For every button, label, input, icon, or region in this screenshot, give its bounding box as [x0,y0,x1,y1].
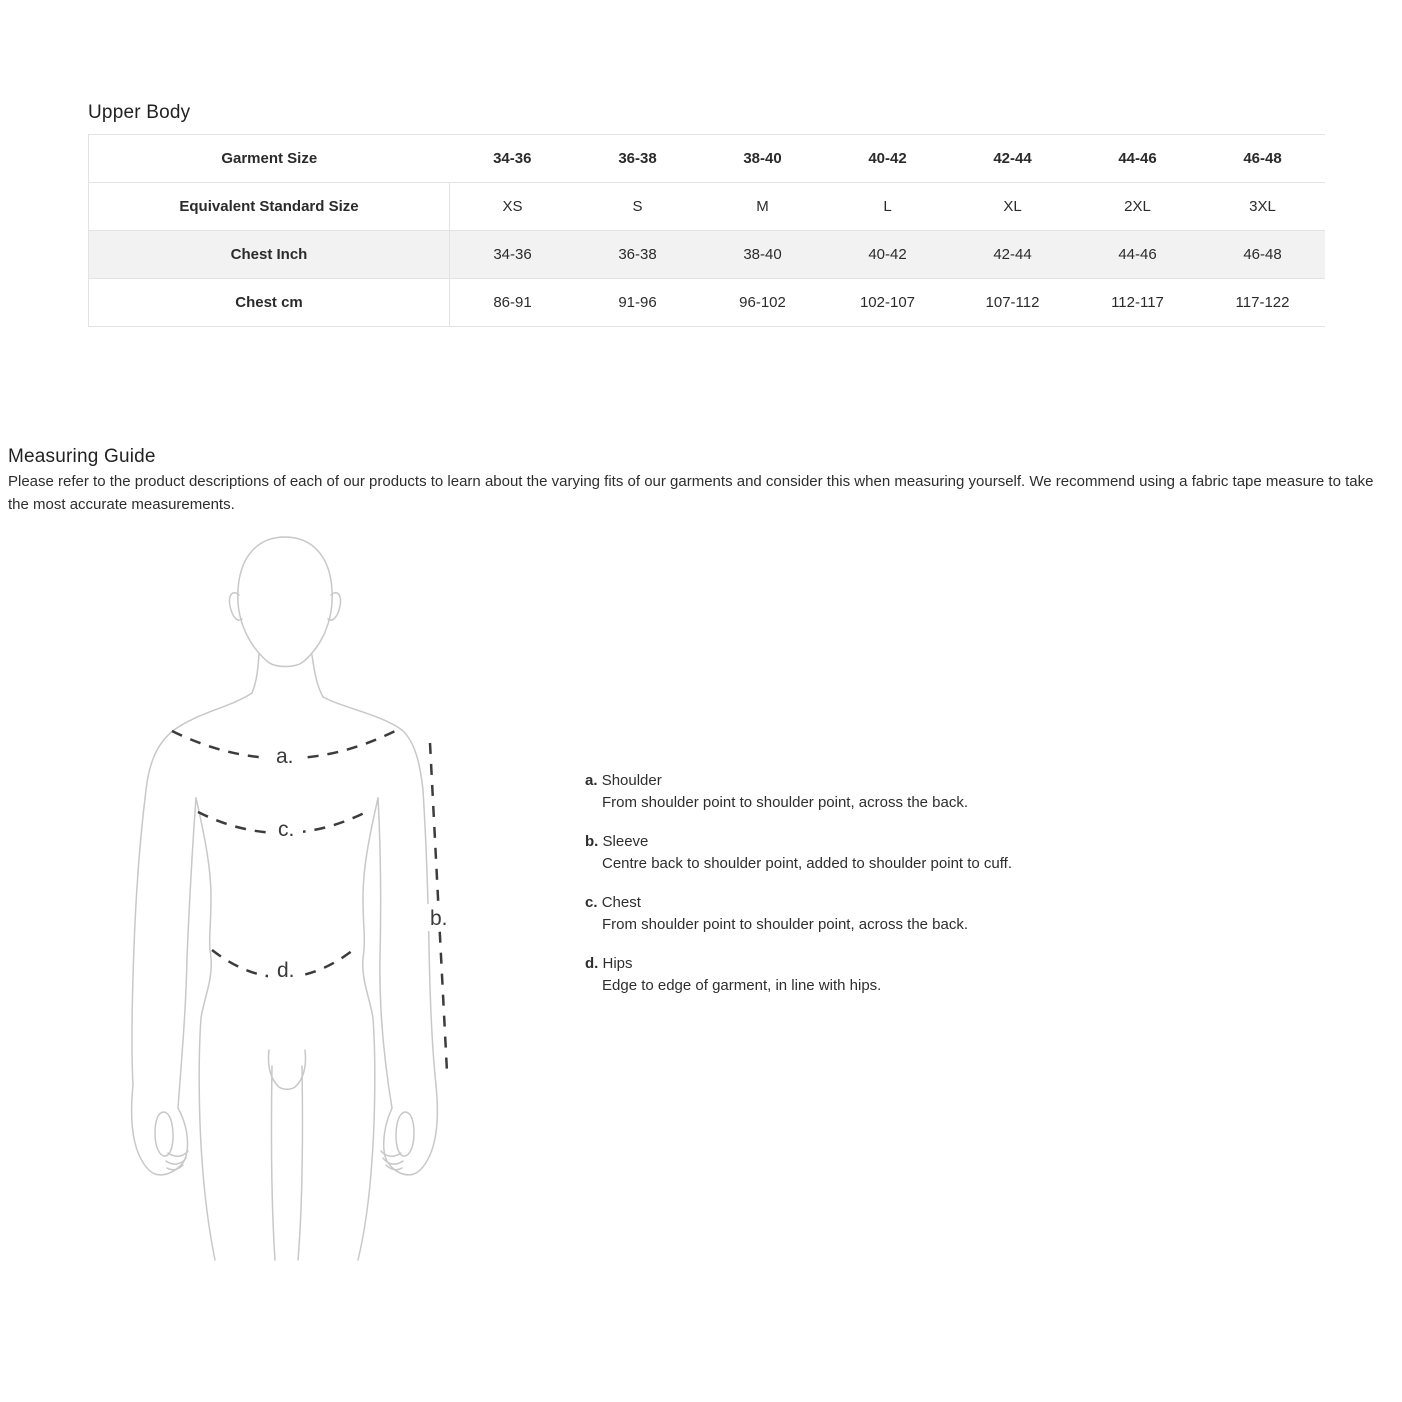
table-cell: 36-38 [575,231,700,279]
measurement-name: Chest [601,894,641,911]
table-cell: 91-96 [575,279,700,327]
table-cell: S [575,183,700,231]
measurement-name: Sleeve [602,833,649,850]
table-row-chest-inch [89,231,1326,279]
table-cell: 3XL [1200,183,1325,231]
row-label-garment-size: Garment Size [221,150,318,167]
table-cell: 40-42 [825,231,950,279]
table-cell: 34-36 [450,231,576,279]
measurement-item-shoulder [585,770,1205,814]
table-cell: 40-42 [868,150,907,167]
table-row-chest-cm [89,279,1326,327]
measurement-description: From shoulder point to shoulder point, across the back. [602,916,969,933]
measuring-guide-title: Measuring Guide [8,446,156,467]
table-cell: 34-36 [493,150,532,167]
table-row-standard-size [89,183,1326,231]
body-measurement-diagram [120,530,490,1270]
table-cell: 102-107 [825,279,950,327]
table-cell: 38-40 [743,150,782,167]
table-cell: 112-117 [1075,279,1200,327]
table-row-garment-size [89,135,1326,183]
body-outline [132,537,438,1260]
measurement-item-chest [585,892,1205,936]
measurement-name: Shoulder [601,772,662,789]
row-label-standard-size: Equivalent Standard Size [89,183,450,231]
measurement-description: From shoulder point to shoulder point, across the back. [602,794,969,811]
table-cell: 107-112 [950,279,1075,327]
table-cell: 96-102 [700,279,825,327]
measurement-key: a. [585,772,598,789]
measurement-item-hips [585,953,1205,997]
table-cell: 42-44 [993,150,1032,167]
table-cell: XS [450,183,576,231]
table-cell: L [825,183,950,231]
row-label-chest-inch: Chest Inch [89,231,450,279]
table-cell: 42-44 [950,231,1075,279]
measurement-key: c. [585,894,598,911]
table-cell: 86-91 [450,279,576,327]
figure-label-d: d. [277,959,295,982]
measurement-definitions [585,770,1205,1014]
table-cell: 44-46 [1075,231,1200,279]
figure-label-b: b. [430,907,448,930]
table-cell: 44-46 [1118,150,1157,167]
measurement-key: d. [585,955,599,972]
table-cell: 2XL [1075,183,1200,231]
measuring-guide-intro: Please refer to the product descriptions of each of our products to learn about the varying fits of our garments and consider this when measuring yourself. We recommend using a fabric tape measure to take the most accurate measurements. [8,473,1374,513]
measurement-item-sleeve [585,831,1205,875]
table-cell: 117-122 [1200,279,1325,327]
table-cell: M [700,183,825,231]
table-cell: XL [950,183,1075,231]
measurement-description: Centre back to shoulder point, added to shoulder point to cuff. [602,855,1012,872]
table-cell: 46-48 [1200,231,1325,279]
figure-label-a: a. [276,745,294,768]
upper-body-title: Upper Body [88,102,191,123]
row-label-chest-cm: Chest cm [89,279,450,327]
table-cell: 36-38 [618,150,657,167]
table-cell: 46-48 [1243,150,1282,167]
measurement-key: b. [585,833,599,850]
size-table [88,134,1325,327]
measurement-name: Hips [602,955,633,972]
table-cell: 38-40 [700,231,825,279]
measurement-description: Edge to edge of garment, in line with hips. [602,977,882,994]
figure-label-c: c. [278,818,295,841]
